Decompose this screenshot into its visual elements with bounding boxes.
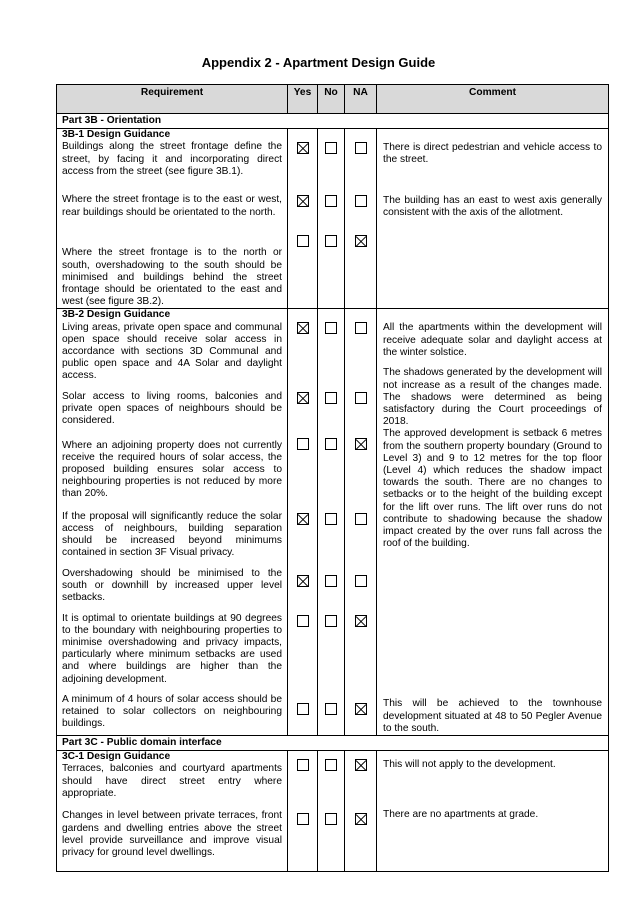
part-label: Part 3C - Public domain interface	[57, 736, 609, 751]
na-checkbox[interactable]	[355, 813, 367, 825]
no-checkbox[interactable]	[325, 703, 337, 715]
requirement-text: Overshadowing should be minimised to the south or downhill by increased upper level setbacks.	[62, 567, 282, 604]
header-requirement: Requirement	[57, 85, 288, 114]
na-checkbox[interactable]	[355, 322, 367, 334]
yes-checkbox[interactable]	[297, 142, 309, 154]
requirement-text: Terraces, balconies and courtyard apartments should have direct street entry where appropriate.	[62, 763, 282, 799]
na-checkbox[interactable]	[355, 438, 367, 450]
header-na: NA	[345, 85, 377, 114]
requirement-text: If the proposal will significantly reduce the solar access of neighbours, building separation should be increased beyond minimums contained in section 3F Visual privacy.	[62, 510, 282, 559]
comment-text: The approved development is setback 6 metres from the southern property boundary (Ground to Level 3) and 9 to 12 metres for the top floor (Level 4) which reduces the shadow impact towards the south. There are no changes to setbacks or to the height of the building except for the lift over runs. The lift over runs do not contribute to shadowing because the shadow impact created by the over runs fall across the roof of the building.	[383, 428, 602, 550]
no-checkbox[interactable]	[325, 235, 337, 247]
yes-checkbox[interactable]	[297, 615, 309, 627]
na-checkbox[interactable]	[355, 142, 367, 154]
page-title: Appendix 2 - Apartment Design Guide	[201, 55, 436, 70]
yes-checkbox[interactable]	[297, 438, 309, 450]
comment-cell	[377, 309, 609, 736]
comment-text: This will not apply to the development.	[383, 759, 556, 771]
header-row	[57, 85, 609, 114]
yes-column	[288, 309, 318, 736]
yes-checkbox[interactable]	[297, 813, 309, 825]
no-checkbox[interactable]	[325, 759, 337, 771]
section-row-3b-1	[57, 129, 609, 309]
requirement-text: A minimum of 4 hours of solar access should be retained to solar collectors on neighbouring buildings.	[62, 693, 282, 730]
no-column	[318, 309, 345, 736]
na-checkbox[interactable]	[355, 513, 367, 525]
header-yes: Yes	[288, 85, 318, 114]
na-column	[345, 129, 377, 309]
yes-checkbox[interactable]	[297, 703, 309, 715]
section-row-3b-2	[57, 309, 609, 736]
requirement-cell	[57, 129, 288, 309]
no-checkbox[interactable]	[325, 438, 337, 450]
section-heading: 3C-1 Design Guidance	[62, 751, 171, 763]
yes-checkbox[interactable]	[297, 575, 309, 587]
yes-checkbox[interactable]	[297, 322, 309, 334]
requirement-text: Buildings along the street frontage define the street, by facing it and incorporating direct access from the street (see figure 3B.1).	[62, 141, 282, 177]
comment-cell	[377, 751, 609, 872]
requirement-text: Changes in level between private terraces, front gardens and dwelling entries above the street level provide surveillance and improve visual privacy for ground level dwellings.	[62, 810, 282, 859]
part-row-3c	[57, 736, 609, 751]
requirement-cell	[57, 309, 288, 736]
no-checkbox[interactable]	[325, 195, 337, 207]
requirement-text: Where an adjoining property does not currently receive the required hours of solar access, the proposed building ensures solar access to neighbouring properties is not reduced by more than 20%.	[62, 439, 282, 500]
na-checkbox[interactable]	[355, 703, 367, 715]
requirement-cell	[57, 751, 288, 872]
header-comment: Comment	[377, 85, 609, 114]
no-column	[318, 129, 345, 309]
na-checkbox[interactable]	[355, 759, 367, 771]
requirement-text: It is optimal to orientate buildings at 90 degrees to the boundary with neighbouring properties to minimise overshadowing and privacy impacts, particularly where minimum setbacks are used and where buildings are higher than the adjoining development.	[62, 612, 282, 685]
na-checkbox[interactable]	[355, 575, 367, 587]
part-row-3b	[57, 114, 609, 129]
na-column	[345, 309, 377, 736]
no-checkbox[interactable]	[325, 392, 337, 404]
yes-checkbox[interactable]	[297, 513, 309, 525]
comment-text: There is direct pedestrian and vehicle access to the street.	[383, 142, 602, 166]
requirement-text: Where the street frontage is to the east or west, rear buildings should be orientated to the north.	[62, 194, 282, 218]
comment-text: The shadows generated by the development will not increase as a result of the changes made. The shadows were determined as being satisfactory during the Court proceedings of 2018.	[383, 367, 602, 428]
no-column	[318, 751, 345, 872]
yes-checkbox[interactable]	[297, 235, 309, 247]
design-guide-table	[56, 84, 609, 872]
na-checkbox[interactable]	[355, 195, 367, 207]
no-checkbox[interactable]	[325, 322, 337, 334]
na-checkbox[interactable]	[355, 392, 367, 404]
header-no: No	[318, 85, 345, 114]
comment-text: The building has an east to west axis generally consistent with the axis of the allotment.	[383, 195, 602, 219]
na-checkbox[interactable]	[355, 235, 367, 247]
section-heading: 3B-2 Design Guidance	[62, 309, 171, 321]
comment-text: There are no apartments at grade.	[383, 809, 539, 821]
no-checkbox[interactable]	[325, 142, 337, 154]
no-checkbox[interactable]	[325, 615, 337, 627]
na-checkbox[interactable]	[355, 615, 367, 627]
yes-column	[288, 751, 318, 872]
na-column	[345, 751, 377, 872]
comment-cell	[377, 129, 609, 309]
comment-text: All the apartments within the development will receive adequate solar and daylight access at the winter solstice.	[383, 322, 602, 358]
yes-checkbox[interactable]	[297, 195, 309, 207]
no-checkbox[interactable]	[325, 513, 337, 525]
comment-text: This will be achieved to the townhouse development situated at 48 to 50 Pegler Avenue to the south.	[383, 698, 602, 734]
no-checkbox[interactable]	[325, 575, 337, 587]
yes-checkbox[interactable]	[297, 392, 309, 404]
part-label: Part 3B - Orientation	[57, 114, 609, 129]
yes-checkbox[interactable]	[297, 759, 309, 771]
section-row-3c-1	[57, 751, 609, 872]
requirement-text: Solar access to living rooms, balconies and private open spaces of neighbours should be considered.	[62, 390, 282, 427]
requirement-text: Living areas, private open space and communal open space should receive solar access in accordance with sections 3D Communal and public open space and 4A Solar and daylight access.	[62, 321, 282, 382]
requirement-text: Where the street frontage is to the north or south, overshadowing to the south should be minimised and buildings behind the street frontage should be orientated to the east and west (see figure 3B.2).	[62, 247, 282, 308]
no-checkbox[interactable]	[325, 813, 337, 825]
section-heading: 3B-1 Design Guidance	[62, 129, 171, 141]
yes-column	[288, 129, 318, 309]
